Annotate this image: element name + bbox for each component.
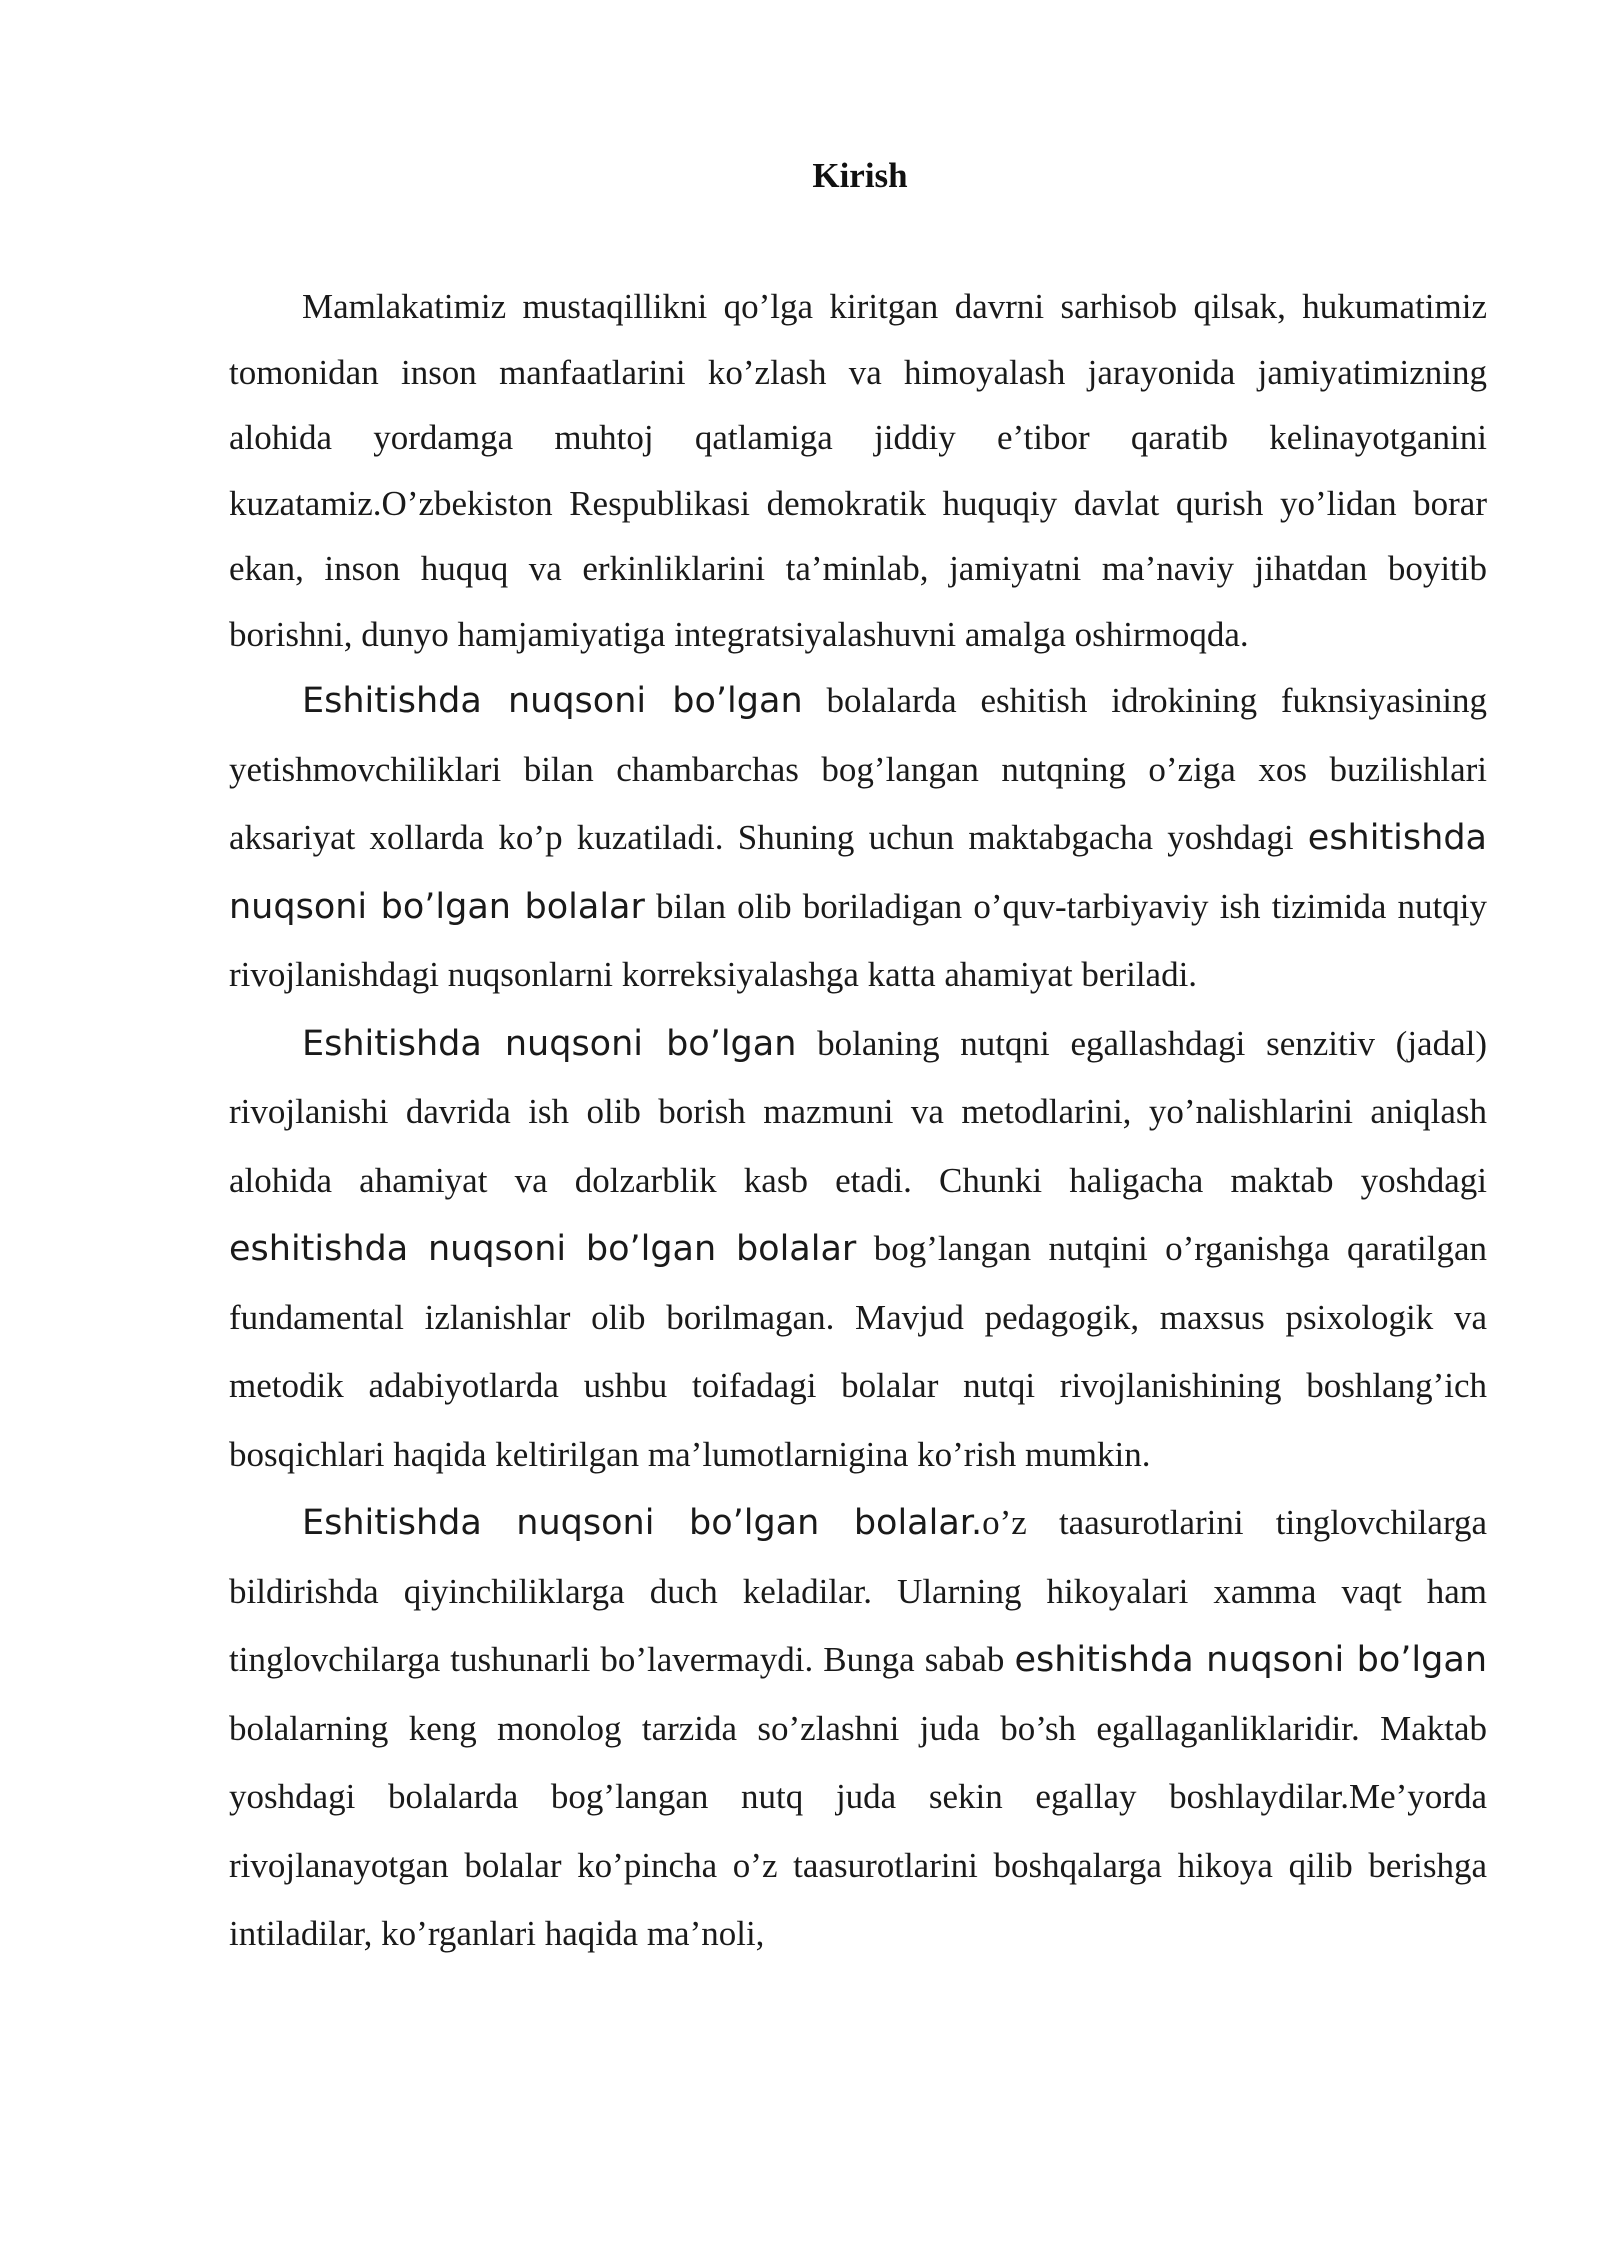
text-run: bolalarning keng monolog tarzida so’zlashni juda bo’sh egallaganliklaridir. Maktab yoshdagi bolalarda bog’langan nutq juda sekin egallay boshlaydilar.Me’yorda rivojlanayotgan bolalar ko’pincha o’z taasurotlarini boshqalarga hikoya qilib berishga intiladilar, ko’rganlari haqida ma’noli, [229,1708,1487,1953]
body-text [229,274,1487,1969]
text-run: Mamlakatimiz mustaqillikni qo’lga kiritgan davrni sarhisob qilsak, hukumatimiz tomonidan inson manfaatlarini ko’zlash va himoyalash jarayonida jamiyatimizning alohida yordamga muhtoj qatlamiga jiddiy e’tibor qaratib kelinayotganini kuzatamiz.O’zbekiston Respublikasi demokratik huquqiy davlat qurish yo’lidan borar ekan, inson huquq va erkinliklarini ta’minlab, jamiyatni ma’naviy jihatdan boyitib borishni, dunyo hamjamiyatiga integratsiyalashuvni amalga oshirmoqda. [229,287,1487,654]
text-run: bilan olib boriladigan o’quv-tarbiyaviy ish tizimida nutqiy rivojlanishdagi nuqsonlarni korreksiyalashga katta ahamiyat beriladi. [229,886,1487,994]
highlighted-phrase: eshitishda nuqsoni bo’lgan bolalar [229,818,1487,927]
highlighted-phrase: Eshitishda nuqsoni bo’lgan [302,681,803,721]
text-run: bolaning nutqni egallashdagi senzitiv (jadal) rivojlanishi davrida ish olib borish mazmuni va metodlarini, yo’nalishlarini aniqlash alohida ahamiyat va dolzarblik kasb etadi. Chunki haligacha maktab yoshdagi [229,1023,1487,1200]
highlighted-phrase: eshitishda nuqsoni bo’lgan bolalar [229,1229,857,1269]
text-run: bog’langan nutqini o’rganishga qaratilgan fundamental izlanishlar olib borilmagan. Mavjud pedagogik, maxsus psixologik va metodik adabiyotlarda ushbu toifadagi bolalar nutqi rivojlanishining boshlang’ich bosqichlari haqida keltirilgan ma’lumotlarnigina ko’rish mumkin. [229,1229,1487,1474]
highlighted-phrase: eshitishda nuqsoni bo’lgan [1014,1640,1487,1680]
highlighted-phrase: Eshitishda nuqsoni bo’lgan [302,1023,797,1064]
paragraph-2 [229,667,1487,1010]
paragraph-4 [229,1489,1487,1969]
text-run: o’z taasurotlarini tinglovchilarga bildirishda qiyinchiliklarga duch keladilar. Ularning hikoyalari xamma vaqt ham tinglovchilarga tushunarli bo’lavermaydi. Bunga sabab [229,1503,1488,1679]
paragraph-1 [229,274,1487,667]
paragraph-3 [229,1010,1487,1490]
text-run: bolalarda eshitish idrokining fuknsiyasining yetishmovchiliklari bilan chambarchas bog’langan nutqning o’ziga xos buzilishlari aksariyat xollarda ko’p kuzatiladi. Shuning uchun maktabgacha yoshdagi [229,681,1487,857]
page-title: Kirish [812,156,908,195]
highlighted-phrase: Eshitishda nuqsoni bo’lgan bolalar. [302,1503,983,1543]
